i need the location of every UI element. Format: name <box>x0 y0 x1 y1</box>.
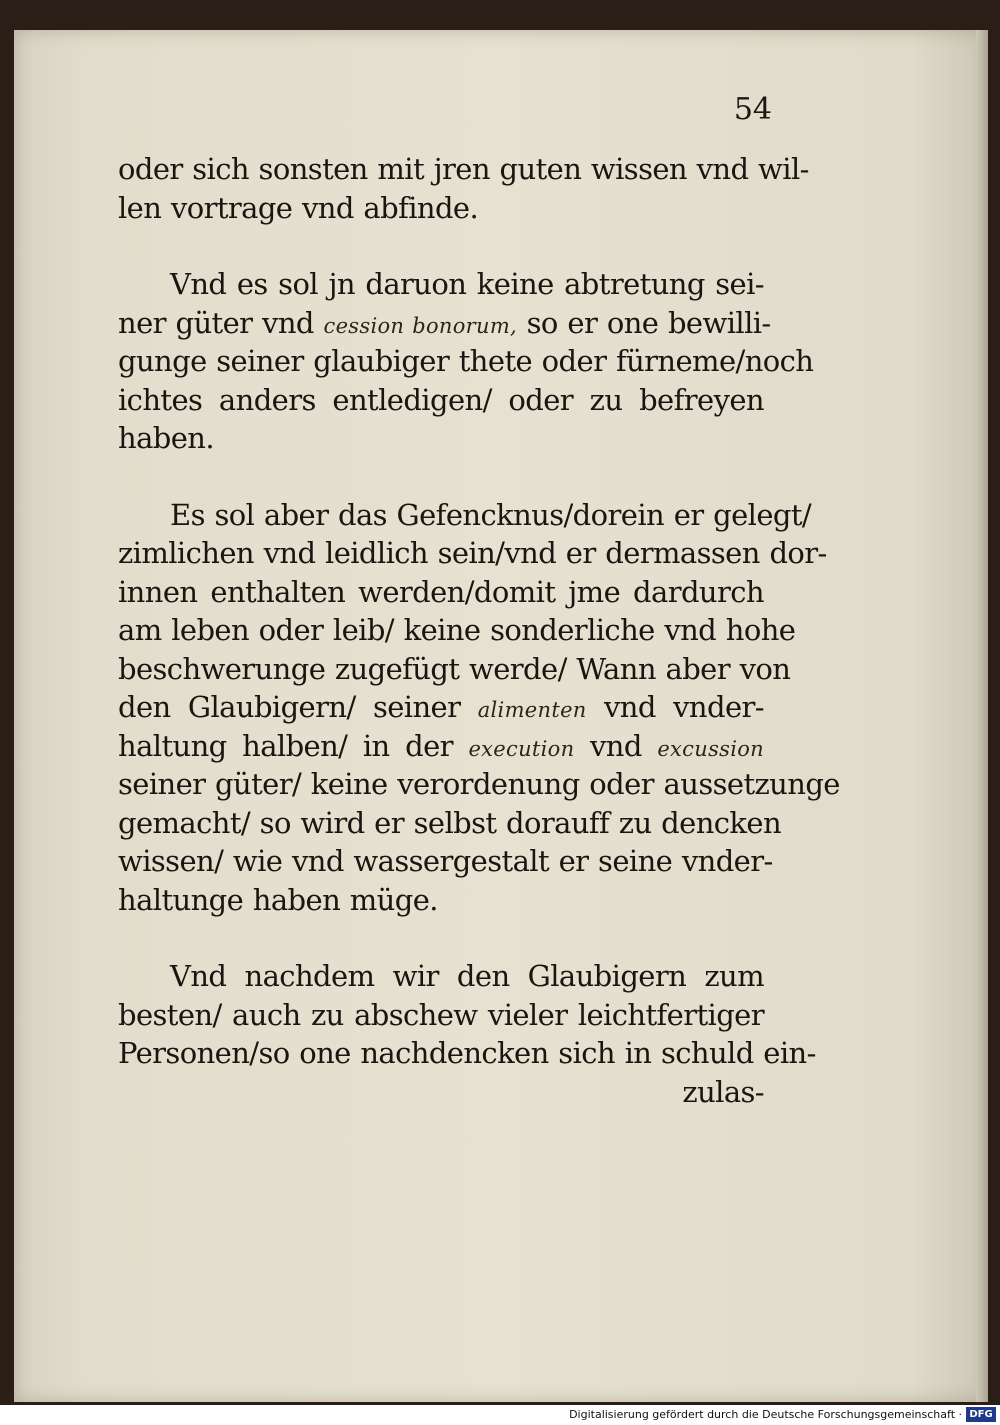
text-line: gunge seiner glaubiger thete oder fürneme/noch <box>118 344 814 378</box>
footer-bar <box>0 1405 1000 1425</box>
text-line: Es sol aber das Gefencknus/dorein er gelegt/ <box>170 497 812 532</box>
paragraph <box>118 496 840 920</box>
latin-term: cession bonorum, <box>323 313 518 338</box>
text-segment: vnd vnder- <box>586 690 764 724</box>
text-line: len vortrage vnd abfinde. <box>118 190 479 225</box>
text-segment: haltung halben/ in der <box>118 728 469 763</box>
text-line: oder sich sonsten mit jren guten wissen vnd wil- <box>118 152 809 186</box>
funding-credit: Digitalisierung gefördert durch die Deutsche Forschungsgemeinschaft · <box>569 1408 962 1421</box>
text-line: Vnd nachdem wir den Glaubigern zum <box>170 959 764 993</box>
text-block <box>118 150 840 1111</box>
page-number: 54 <box>733 92 772 127</box>
paragraph-gap <box>118 227 764 265</box>
text-segment: den Glaubigern/ seiner <box>118 690 478 724</box>
latin-term: execution <box>468 736 575 761</box>
text-line: am leben oder leib/ keine sonderliche vnd hohe <box>118 613 796 647</box>
dfg-logo-icon: DFG <box>966 1407 996 1422</box>
text-line <box>118 304 771 343</box>
paragraph <box>118 150 809 227</box>
text-line: haben. <box>118 421 214 455</box>
text-segment: so er one bewilli- <box>517 305 771 340</box>
text-segment: vnd <box>574 728 658 763</box>
text-segment: ner güter vnd <box>118 305 324 340</box>
text-line: gemacht/ so wird er selbst dorauff zu dencken <box>118 805 782 840</box>
text-line <box>118 688 764 727</box>
text-line: zimlichen vnd leidlich sein/vnd er dermassen dor- <box>118 536 827 570</box>
paragraph <box>118 265 814 458</box>
paragraph-gap <box>118 919 764 957</box>
page-edge <box>976 30 988 1402</box>
text-line: ichtes anders entledigen/ oder zu befreyen <box>118 382 764 417</box>
text-line: beschwerunge zugefügt werde/ Wann aber von <box>118 651 791 686</box>
text-line: Vnd es sol jn daruon keine abtretung sei- <box>170 267 764 301</box>
latin-term: excussion <box>657 736 765 761</box>
text-line: innen enthalten werden/domit jme dardurch <box>118 574 764 609</box>
text-line <box>118 727 764 766</box>
paragraph <box>118 957 816 1073</box>
text-line: besten/ auch zu abschew vieler leichtfertiger <box>118 997 764 1032</box>
text-line: Personen/so one nachdencken sich in schuld ein- <box>118 1036 816 1070</box>
text-line: wissen/ wie vnd wassergestalt er seine vnder- <box>118 844 773 878</box>
latin-term: alimenten <box>477 698 587 722</box>
text-line: seiner güter/ keine verordenung oder aussetzunge <box>118 767 840 801</box>
paragraph-gap <box>118 458 764 496</box>
catchword: zulas- <box>682 1074 764 1109</box>
text-line: haltunge haben müge. <box>118 882 438 917</box>
